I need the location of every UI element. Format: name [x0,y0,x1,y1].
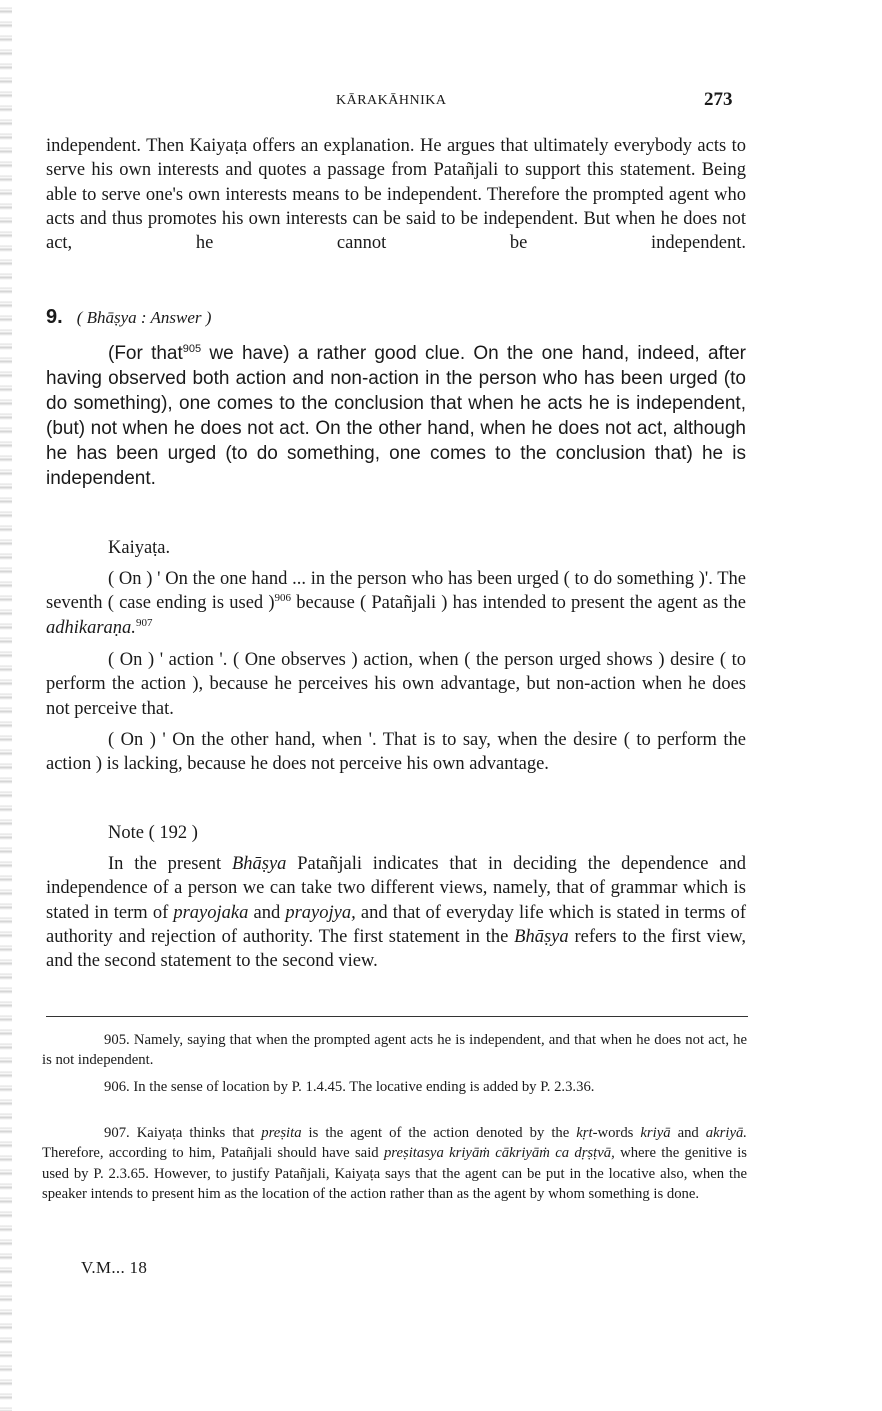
footnote-907 [42,1123,747,1204]
footnote-ref-905: 905 [182,343,202,355]
bhasya-translation [46,341,746,492]
note-paragraph [46,852,746,973]
term-presita: preṣita [261,1125,302,1141]
fn907-seg-d: and [670,1125,706,1141]
kaiyata-paragraph-3: ( On ) ' On the other hand, when '. That is to say, when the desire ( to perform the action ) is lacking, because he does not perceive his own advantage. [46,730,746,775]
fn907-seg-b: is the agent of the action denoted by the [301,1125,577,1141]
paragraph-continued: independent. Then Kaiyaṭa offers an explanation. He argues that ultimately everybody acts to serve his own interests and quotes a passage from Patañjali to support this statement. Being able to serve one's own interests means to be independent. Therefore the prompted agent who acts and thus promotes his own interests can be said to be independent. But when he does not act, he cannot be independent. [46,136,746,254]
bhasya-text-rest: we have) a rather good clue. On the one hand, indeed, after having observed both action and non-action in the person who has been urged (to do something), one comes to the conclusion that when he acts he is independent, (but) not when he does not act. On the other hand, when he does not act, although he has been urged (to do something, one comes to the conclusion that) he is independent. [46,343,746,490]
fn907-seg-c: -words [592,1125,641,1141]
page-number: 273 [704,89,733,110]
sanskrit-phrase: preṣitasya kriyāṁ cākriyāṁ ca dṛṣṭvā, [383,1145,615,1162]
term-kriya: kriyā [640,1125,671,1141]
kaiyata-paragraph-2: ( On ) ' action '. ( One observes ) action, when ( the person urged shows ) desire ( to perform the action ), because he perceives his own advantage, but non-action when he does not perceive that. [46,650,746,719]
footnote-ref-907: 907 [135,616,153,629]
section-number: 9. [46,306,63,328]
note-heading: Note ( 192 ) [108,823,198,843]
signature-mark: V.M... 18 [81,1258,148,1277]
section-title: ( Bhāṣya : Answer ) [76,308,212,327]
bhasya-text-start: (For that [108,343,183,364]
term-prayojaka: prayojaka [173,902,249,923]
note-seg-1: In the present [108,854,232,874]
fn907-seg-a: 907. Kaiyaṭa thinks that [104,1125,262,1141]
footnote-divider [46,1016,748,1017]
note-seg-2: Patañjali indicates that in deciding the dependence and independence of a person we can take two different views, namely, that of grammar which is stated in term of [46,854,747,923]
term-krt: kṛt [576,1125,593,1141]
footnote-906: 906. In the sense of location by P. 1.4.45. The locative ending is added by P. 2.3.36. [104,1079,595,1095]
fn907-seg-f: where the genitive is used by P. 2.3.65. However, to justify Patañjali, Kaiyaṭa says that the agent can be put in the locative also, when the speaker intends to present him as the location of the action rather than as the agent by whom something is done. [42,1145,747,1202]
kaiyata-heading: Kaiyaṭa. [108,538,171,558]
running-head: KĀRAKĀHNIKA [336,93,447,108]
footnote-ref-906: 906 [274,592,292,605]
kaiyata-p1-start: ( On ) ' On the one hand ... in the person who has been urged ( to do something )'. The seventh ( case ending is used ) [46,569,746,614]
term-akriya: akriyā. [705,1125,747,1141]
term-bhasya-2: Bhāṣya [514,926,569,947]
kaiyata-p1-middle: because ( Patañjali ) has intended to present the agent as the [291,593,746,614]
footnote-905: 905. Namely, saying that when the prompted agent acts he is independent, and that when he does not act, he is not independent. [42,1032,747,1069]
kaiyata-paragraph-1 [46,567,746,640]
note-seg-5: refers to the first view, and the second statement to the second view. [46,926,746,972]
term-adhikarana: adhikaraṇa. [46,617,136,638]
section-heading [46,306,211,329]
term-bhasya: Bhāṣya [231,854,287,874]
fn907-seg-e: Therefore, according to him, Patañjali should have said [42,1145,384,1162]
term-prayojya: prayojya, [285,902,356,923]
note-seg-4: and that of everyday life which is stated in terms of authority and rejection of authority. The first statement in the [46,902,747,947]
note-seg-3: and [248,902,286,923]
